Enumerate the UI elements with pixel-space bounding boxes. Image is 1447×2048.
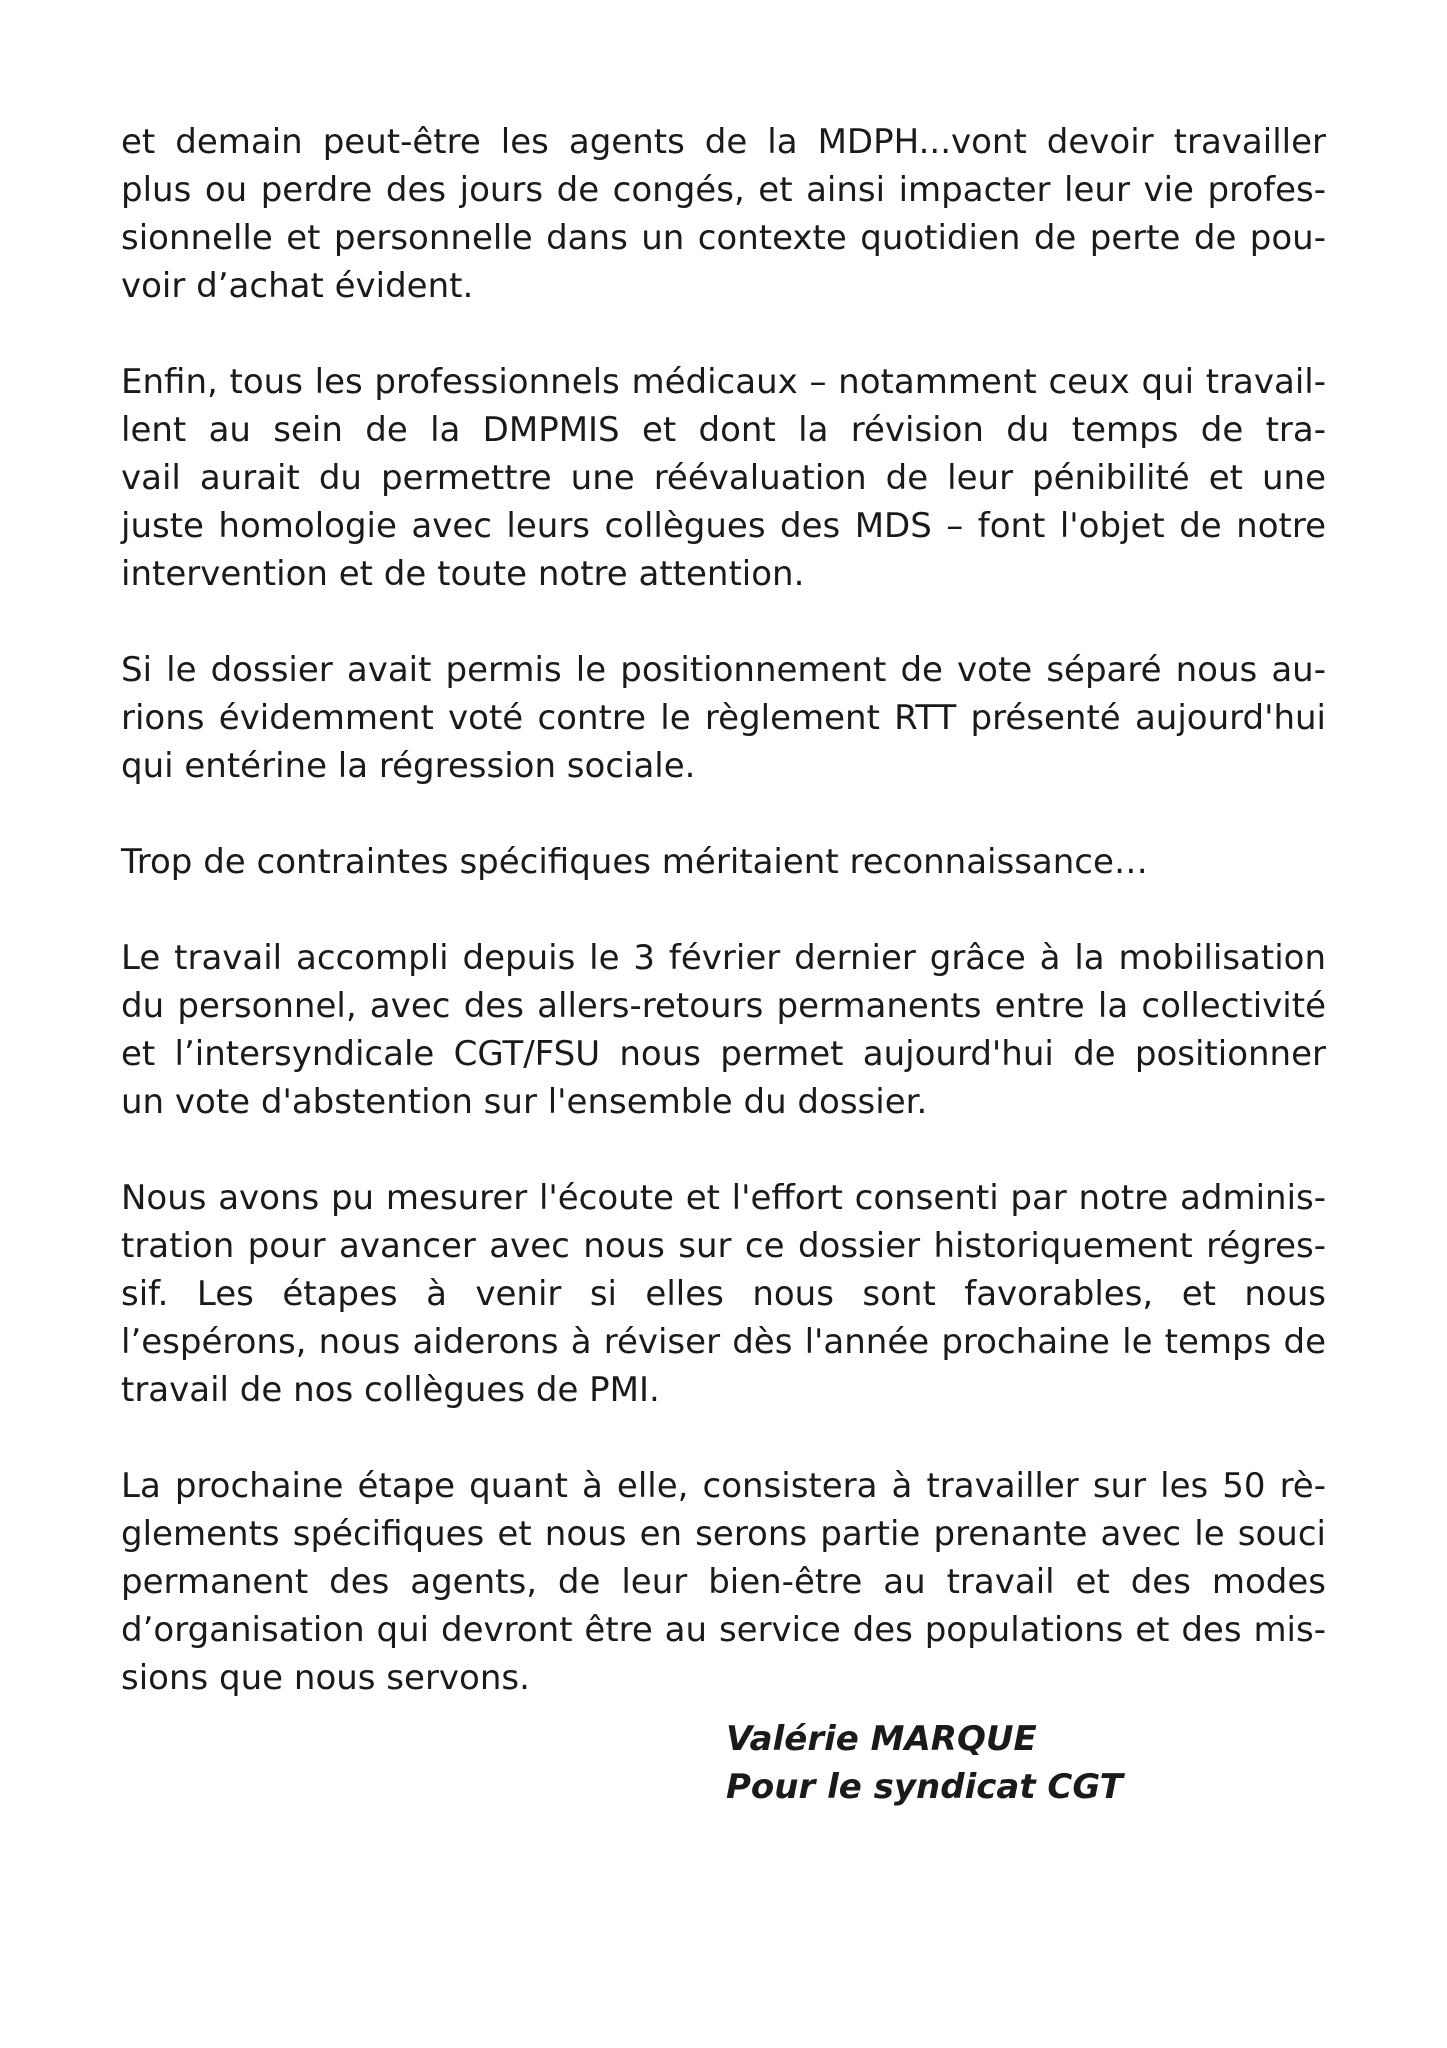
paragraph [121,838,1326,886]
paragraph [121,934,1326,1126]
text-line: vail aurait du permettre une réévaluation de leur pénibilité et une [121,458,1326,498]
text-line: Enfin, tous les professionnels médicaux – notamment ceux qui travail- [121,362,1326,402]
text-line: permanent des agents, de leur bien-être au travail et des modes [121,1562,1326,1602]
text-line: et demain peut-être les agents de la MDPH...vont devoir travailler [121,122,1326,162]
text-line: un vote d'abstention sur l'ensemble du dossier. [121,1082,928,1122]
text-line: tration pour avancer avec nous sur ce dossier historiquement régres- [121,1226,1326,1266]
paragraph [121,118,1326,310]
signature-affiliation: Pour le syndicat CGT [726,1767,1123,1807]
text-line: intervention et de toute notre attention. [121,554,805,594]
signature-name: Valérie MARQUE [726,1719,1037,1759]
text-line: travail de nos collègues de PMI. [121,1370,660,1410]
text-line: plus ou perdre des jours de congés, et ainsi impacter leur vie profes- [121,170,1326,210]
text-line: juste homologie avec leurs collègues des MDS – font l'objet de notre [121,506,1326,546]
text-line: rions évidemment voté contre le règlement RTT présenté aujourd'hui [121,698,1326,738]
text-line: voir d’achat évident. [121,266,474,306]
signature-block [726,1715,1123,1811]
text-line: Le travail accompli depuis le 3 février dernier grâce à la mobilisation [121,938,1326,978]
text-line: qui entérine la régression sociale. [121,746,696,786]
paragraph [121,646,1326,790]
text-line: sionnelle et personnelle dans un contexte quotidien de perte de pou- [121,218,1326,258]
paragraph [121,1462,1326,1702]
text-line: l’espérons, nous aiderons à réviser dès l'année prochaine le temps de [121,1322,1326,1362]
text-line: du personnel, avec des allers-retours permanents entre la collectivité [121,986,1326,1026]
text-line: sions que nous servons. [121,1658,530,1698]
text-line: lent au sein de la DMPMIS et dont la révision du temps de tra- [121,410,1326,450]
text-line: Si le dossier avait permis le positionnement de vote séparé nous au- [121,650,1326,690]
text-line: et l’intersyndicale CGT/FSU nous permet aujourd'hui de positionner [121,1034,1326,1074]
text-line: Nous avons pu mesurer l'écoute et l'effort consenti par notre adminis- [121,1178,1326,1218]
paragraph [121,1174,1326,1414]
text-line: glements spécifiques et nous en serons partie prenante avec le souci [121,1514,1326,1554]
text-line: sif. Les étapes à venir si elles nous sont favorables, et nous [121,1274,1326,1314]
document-body [121,118,1326,1750]
text-line: La prochaine étape quant à elle, consistera à travailler sur les 50 rè- [121,1466,1326,1506]
paragraph [121,358,1326,598]
text-line: Trop de contraintes spécifiques méritaient reconnaissance… [121,842,1148,882]
text-line: d’organisation qui devront être au service des populations et des mis- [121,1610,1326,1650]
